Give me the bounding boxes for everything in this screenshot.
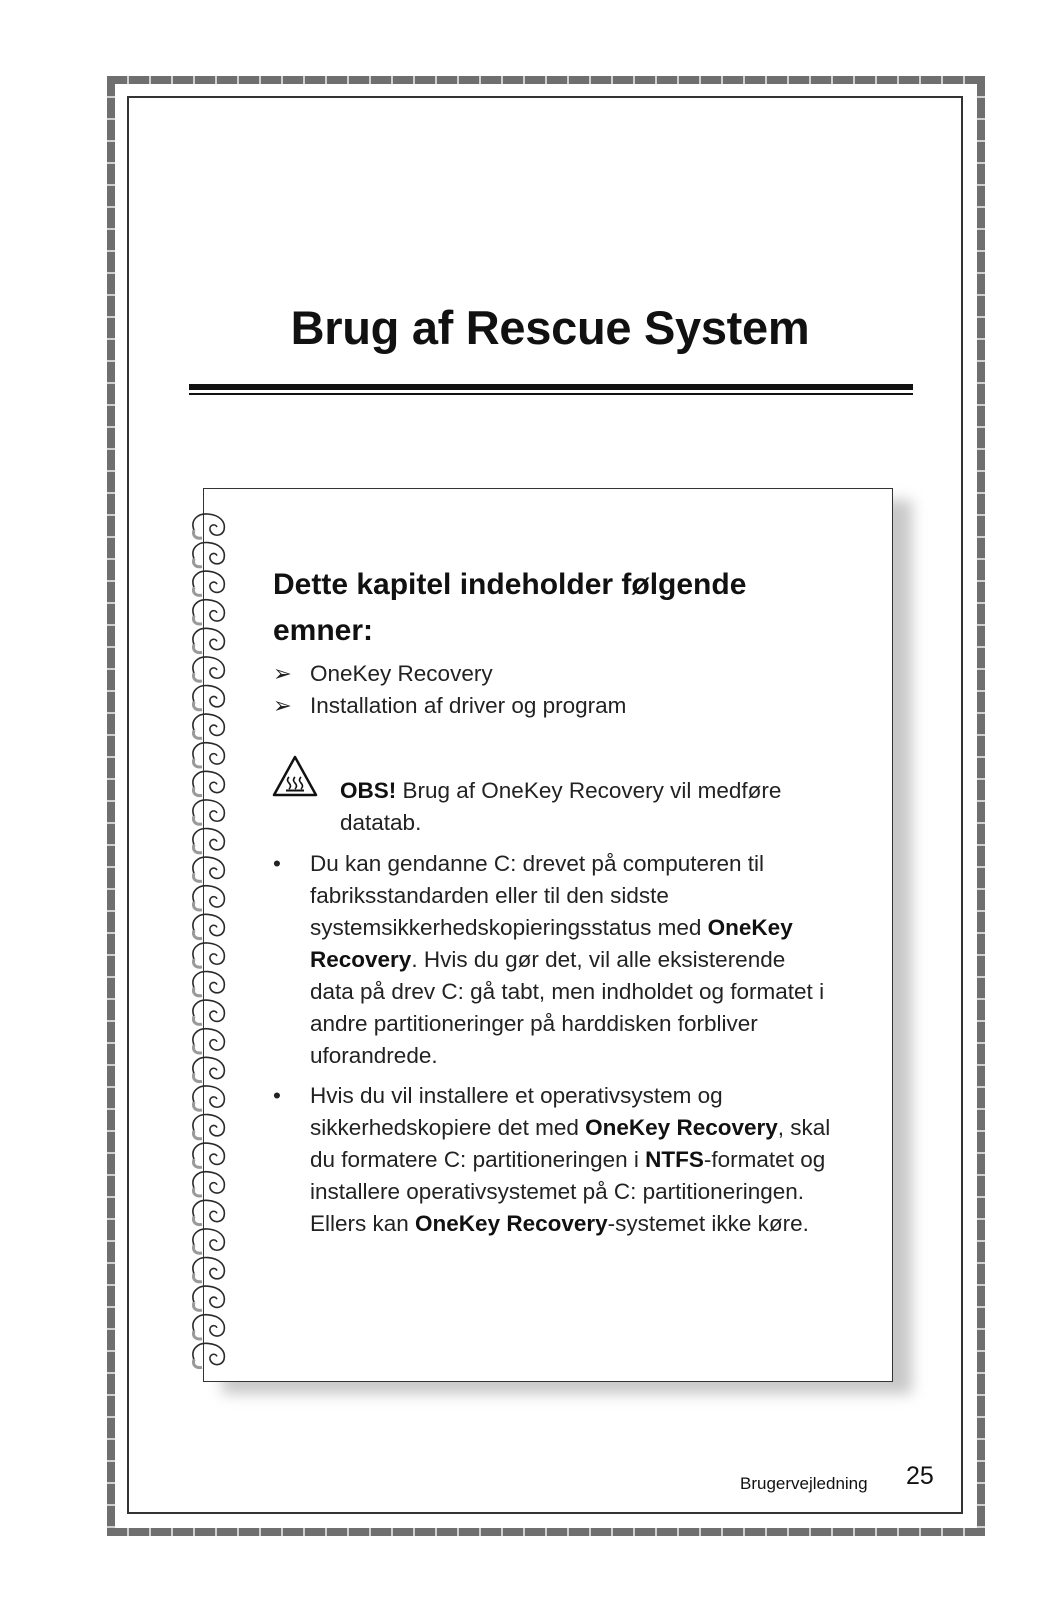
bullet-text-bold: OneKey Recovery <box>415 1211 608 1236</box>
title-rule-thick <box>189 384 913 390</box>
bullet-text-bold: NTFS <box>645 1147 704 1172</box>
bullet-dot-icon: • <box>273 1083 281 1108</box>
list-item <box>273 1080 833 1240</box>
spiral-binding-icon <box>188 510 238 1370</box>
bullet-text-part: Du kan gendanne C: drevet på computeren til fabriksstandarden eller til den sidste systemsikkerhedskopieringsstatus med <box>310 851 765 940</box>
bullet-text-part: Hvis du vil installere et operativsystem og sikkerhedskopiere det med <box>310 1083 723 1140</box>
list-item <box>273 690 626 722</box>
arrow-bullet-icon: ➢ <box>273 693 292 718</box>
topic-text: OneKey Recovery <box>310 661 493 686</box>
chapter-title: Brug af Rescue System <box>290 301 810 354</box>
footer-label: Brugervejledning <box>740 1474 868 1493</box>
bullet-dot-icon: • <box>273 851 281 876</box>
arrow-bullet-icon: ➢ <box>273 661 292 686</box>
hot-surface-warning-icon <box>272 755 318 797</box>
bullet-list <box>273 848 833 1248</box>
warning-note <box>340 775 840 839</box>
warning-text: Brug af OneKey Recovery vil medføre datatab. <box>340 778 782 835</box>
list-item <box>273 848 833 1072</box>
bullet-text-part: , skal du formatere C: partitioneringen i <box>310 1115 831 1172</box>
bullet-text-part: -formatet og installere operativsystemet på C: partitioneringen. Ellers kan <box>310 1147 826 1236</box>
warning-label: OBS! <box>340 778 397 803</box>
bullet-text-part: . Hvis du gør det, vil alle eksisterende data på drev C: gå tabt, men indholdet og formatet i andre partitioneringer på harddisken forbliver uforandrede. <box>310 947 825 1068</box>
topic-text: Installation af driver og program <box>310 693 627 718</box>
bullet-text-part: -systemet ikke køre. <box>607 1211 809 1236</box>
list-item <box>273 658 626 690</box>
bullet-text-bold: OneKey Recovery <box>585 1115 778 1140</box>
bullet-text-bold: OneKey Recovery <box>310 915 793 972</box>
topic-list <box>273 658 626 722</box>
page-number: 25 <box>906 1462 934 1490</box>
chapter-topics-heading: Dette kapitel indeholder følgende emner: <box>273 568 747 647</box>
title-rule-thin <box>189 393 913 395</box>
